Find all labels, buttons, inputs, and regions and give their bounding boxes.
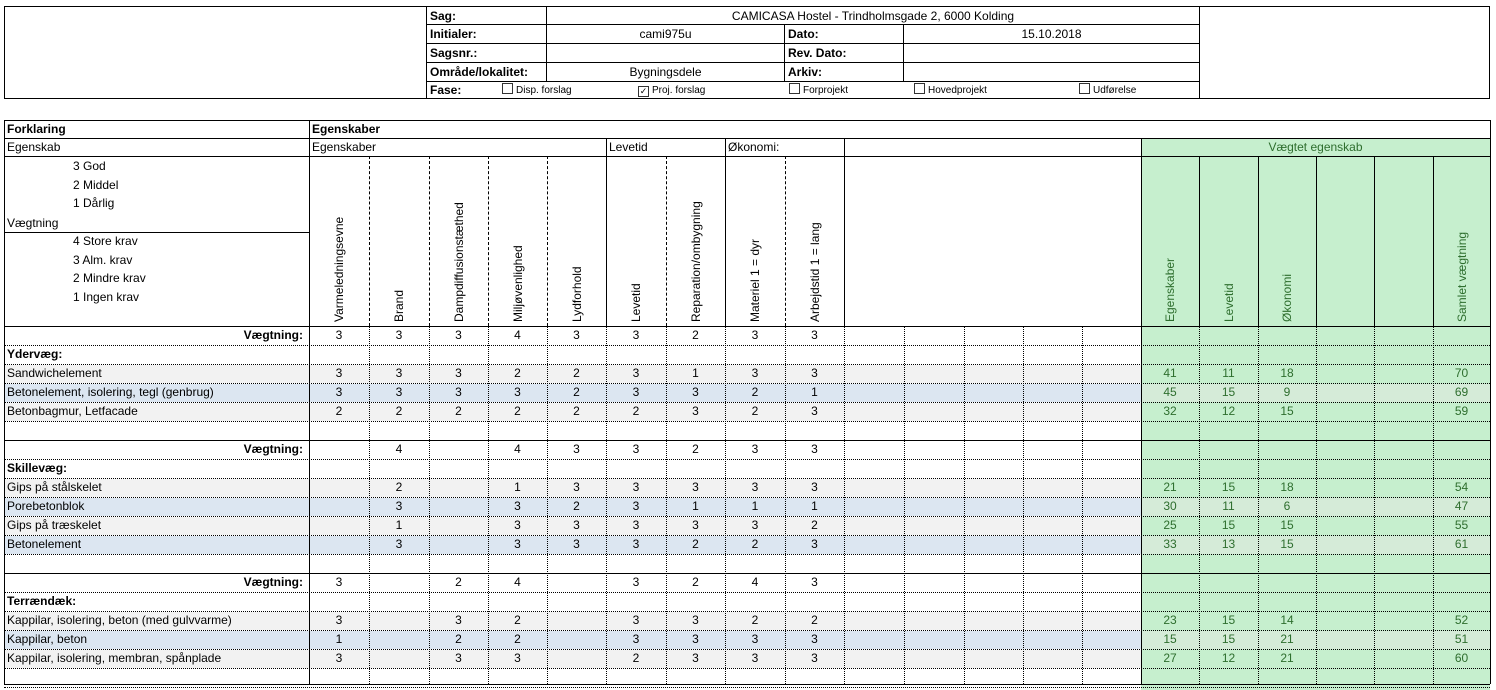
weighted-cell: 14 <box>1280 613 1294 627</box>
weight-value: 3 <box>573 328 580 342</box>
rating-cell[interactable]: 3 <box>514 518 521 532</box>
weighted-cell: 13 <box>1221 537 1236 551</box>
group-oekonomi: Økonomi: <box>728 140 780 154</box>
rating-cell[interactable]: 3 <box>811 537 818 551</box>
legend-scale-item: 3 God <box>73 159 106 173</box>
row-name[interactable]: Kappilar, isolering, membran, spånplade <box>7 651 222 665</box>
rating-cell[interactable]: 1 <box>751 499 759 513</box>
rating-cell[interactable]: 2 <box>455 632 462 646</box>
rating-cell[interactable]: 3 <box>632 480 640 494</box>
rating-cell[interactable]: 1 <box>811 385 818 399</box>
grid-line <box>606 138 607 326</box>
section-title: Ydervæg: <box>7 347 63 361</box>
weight-value: 3 <box>632 442 640 456</box>
rating-cell[interactable]: 2 <box>514 632 521 646</box>
rating-cell[interactable]: 3 <box>751 480 759 494</box>
rating-cell[interactable]: 3 <box>514 651 521 665</box>
weight-label: Vægtning: <box>243 442 303 456</box>
weighted-cell: 15 <box>1221 480 1236 494</box>
legend-weight-item: 4 Store krav <box>73 234 138 248</box>
row-bg <box>5 631 1141 649</box>
rating-cell[interactable]: 3 <box>692 651 699 665</box>
grid-line <box>4 687 1490 688</box>
rating-cell[interactable]: 3 <box>514 385 521 399</box>
weight-value: 3 <box>811 328 818 342</box>
legend-weight-item: 2 Mindre krav <box>73 271 146 285</box>
weight-value: 3 <box>455 328 462 342</box>
legend-weight-item: 1 Ingen krav <box>73 289 140 304</box>
column-header: Levetid <box>629 283 643 322</box>
header-value-sag[interactable]: CAMICASA Hostel - Trindholmsgade 2, 6000 Kolding <box>731 9 1015 23</box>
column-header: Arbejdstid 1 = lang <box>807 222 822 322</box>
rating-cell[interactable]: 2 <box>514 613 521 627</box>
section-title: Skillevæg: <box>7 461 68 475</box>
rating-cell[interactable]: 2 <box>811 613 818 627</box>
grid-line <box>4 232 309 233</box>
rating-cell[interactable]: 3 <box>751 632 759 646</box>
rating-cell[interactable]: 2 <box>811 518 818 532</box>
row-name[interactable]: Gips på træskelet <box>7 518 102 532</box>
grid-line <box>4 156 1490 157</box>
weighted-cell: 11 <box>1222 499 1235 513</box>
rating-cell[interactable]: 2 <box>632 404 640 418</box>
rating-cell[interactable]: 3 <box>455 613 462 627</box>
rating-cell[interactable]: 3 <box>751 651 759 665</box>
rating-cell[interactable]: 2 <box>751 404 759 418</box>
weight-value: 3 <box>811 442 818 456</box>
row-name[interactable]: Betonelement, isolering, tegl (genbrug) <box>7 385 214 399</box>
weighted-cell: 32 <box>1163 404 1177 418</box>
grid-line <box>4 592 1490 593</box>
weight-value: 4 <box>395 442 403 456</box>
rating-cell[interactable]: 3 <box>692 632 699 646</box>
group-levetid: Levetid <box>609 140 648 154</box>
rating-cell[interactable]: 3 <box>395 537 403 551</box>
weighted-cell: 15 <box>1221 518 1236 532</box>
rating-cell[interactable]: 3 <box>811 632 818 646</box>
rating-cell[interactable]: 2 <box>395 480 403 494</box>
grid-line <box>1316 326 1317 684</box>
weight-value: 3 <box>751 328 759 342</box>
row-name[interactable]: Sandwichelement <box>7 366 102 380</box>
grid-line <box>4 668 1490 669</box>
weighted-cell: 15 <box>1221 385 1236 399</box>
rating-cell[interactable]: 3 <box>632 632 640 646</box>
fase-option-label: Hovedprojekt <box>928 85 987 96</box>
weight-value: 3 <box>811 575 818 589</box>
group-egenskaber: Egenskaber <box>312 140 377 154</box>
header-label-initialer: Initialer: <box>430 27 477 41</box>
rating-cell[interactable]: 3 <box>335 613 343 627</box>
weight-value: 4 <box>751 575 759 589</box>
rating-cell[interactable]: 3 <box>514 537 521 551</box>
weight-value: 3 <box>632 575 640 589</box>
weighted-cell: 11 <box>1222 366 1235 380</box>
rating-cell[interactable]: 3 <box>632 613 640 627</box>
header-value-dato[interactable]: 15.10.2018 <box>1021 27 1082 41</box>
weight-value: 2 <box>692 328 699 342</box>
grid-line <box>4 345 1490 346</box>
column-header: Dampdiffusionstæthed <box>451 202 466 322</box>
weighted-cell: 45 <box>1163 385 1177 399</box>
rating-cell[interactable]: 3 <box>573 480 580 494</box>
checkbox-icon[interactable] <box>914 83 925 94</box>
weighted-cell: 52 <box>1454 613 1469 627</box>
row-name[interactable]: Betonelement <box>7 537 82 551</box>
rating-cell[interactable]: 3 <box>455 366 462 380</box>
weight-value: 2 <box>455 575 462 589</box>
weight-value: 3 <box>632 328 640 342</box>
rating-cell[interactable]: 3 <box>692 613 699 627</box>
rating-cell[interactable]: 1 <box>335 632 343 646</box>
weighted-cell: 15 <box>1280 518 1294 532</box>
rating-cell[interactable]: 3 <box>514 499 521 513</box>
weighted-cell: 59 <box>1454 404 1469 418</box>
grid-line <box>1258 156 1259 326</box>
rating-cell[interactable]: 2 <box>573 366 580 380</box>
rating-cell[interactable]: 2 <box>514 404 521 418</box>
fase-option[interactable] <box>789 83 848 99</box>
weighted-cell: 27 <box>1163 651 1177 665</box>
weighted-cell: 9 <box>1283 385 1291 399</box>
checkbox-icon[interactable] <box>502 83 513 94</box>
column-header: Reparation/ombygning <box>688 201 703 322</box>
weighted-cell: 69 <box>1454 385 1469 399</box>
rating-cell[interactable]: 3 <box>335 366 343 380</box>
rating-cell[interactable]: 1 <box>692 366 699 380</box>
weight-value: 2 <box>692 442 699 456</box>
weighted-column-header: Samlet vægtning <box>1454 231 1469 322</box>
grid-line <box>1199 156 1200 326</box>
grid-line <box>844 326 845 684</box>
rating-cell[interactable]: 2 <box>573 499 580 513</box>
fase-option[interactable] <box>1079 83 1136 99</box>
weighted-cell: 55 <box>1454 518 1469 532</box>
grid-line <box>1374 326 1375 684</box>
weighted-cell: 12 <box>1221 404 1236 418</box>
weight-label: Vægtning: <box>243 328 303 342</box>
rating-cell[interactable]: 3 <box>811 480 818 494</box>
rating-cell[interactable]: 2 <box>573 404 580 418</box>
rating-cell[interactable]: 3 <box>692 480 699 494</box>
rating-cell[interactable]: 3 <box>632 385 640 399</box>
rating-cell[interactable]: 3 <box>335 385 343 399</box>
weighted-cell: 15 <box>1280 537 1294 551</box>
weight-value: 4 <box>514 575 521 589</box>
grid-line <box>785 156 786 326</box>
grid-line <box>4 421 1490 422</box>
rating-cell[interactable]: 1 <box>692 499 699 513</box>
weighted-column-header: Levetid <box>1221 283 1236 322</box>
rating-cell[interactable]: 2 <box>335 404 343 418</box>
weight-value: 3 <box>751 442 759 456</box>
rating-cell[interactable]: 3 <box>395 366 403 380</box>
header-label-sagsnr: Sagsnr.: <box>430 46 478 60</box>
weighted-cell: 47 <box>1454 499 1469 513</box>
header-value-omraade[interactable]: Bygningsdele <box>629 65 702 79</box>
checkbox-icon[interactable] <box>789 83 800 94</box>
rating-cell[interactable]: 3 <box>692 404 699 418</box>
grid-line <box>4 684 1490 685</box>
weighted-cell: 41 <box>1163 366 1177 380</box>
row-name[interactable]: Kappilar, isolering, beton (med gulvvarme) <box>7 613 232 627</box>
legend-weight-item: 3 Alm. krav <box>73 252 133 267</box>
rating-cell[interactable]: 3 <box>632 366 640 380</box>
grid-line <box>1490 120 1491 684</box>
rating-cell[interactable]: 3 <box>335 651 343 665</box>
rating-cell[interactable]: 3 <box>811 651 818 665</box>
rating-cell[interactable]: 3 <box>632 518 640 532</box>
grid-line <box>4 120 1490 121</box>
weighted-cell: 21 <box>1280 632 1294 646</box>
rating-cell[interactable]: 2 <box>632 651 640 665</box>
rating-cell[interactable]: 2 <box>514 366 521 380</box>
rating-cell[interactable]: 3 <box>455 385 462 399</box>
group-egenskaber-top: Egenskaber <box>312 122 381 136</box>
rating-cell[interactable]: 3 <box>395 499 403 513</box>
rating-cell[interactable]: 3 <box>692 385 699 399</box>
header-label-sag: Sag: <box>430 9 457 23</box>
grid-line <box>1316 156 1317 326</box>
grid-line <box>964 326 965 684</box>
rating-cell[interactable]: 3 <box>692 518 699 532</box>
column-header: Materiel 1 = dyr <box>748 238 762 322</box>
fase-option[interactable] <box>638 83 705 99</box>
grid-line <box>547 156 548 326</box>
grid-line <box>844 138 845 326</box>
rating-cell[interactable]: 2 <box>692 537 699 551</box>
weighted-cell: 51 <box>1454 632 1469 646</box>
header-label-arkiv: Arkiv: <box>788 65 823 79</box>
grid-line <box>4 554 1490 555</box>
grid-line <box>666 156 667 326</box>
rating-cell[interactable]: 2 <box>455 404 462 418</box>
weighted-cell: 23 <box>1163 613 1177 627</box>
header-label-fase: Fase: <box>430 83 462 97</box>
grid-line <box>1433 156 1434 326</box>
rating-cell[interactable]: 3 <box>573 518 580 532</box>
header-label-dato: Dato: <box>788 27 819 41</box>
weighted-cell: 21 <box>1280 651 1294 665</box>
group-weighted: Vægtet egenskab <box>1268 140 1363 154</box>
weight-value: 3 <box>573 442 580 456</box>
weighted-cell: 61 <box>1454 537 1469 551</box>
rating-cell[interactable]: 3 <box>573 537 580 551</box>
weighted-cell: 18 <box>1280 480 1294 494</box>
rating-cell[interactable]: 1 <box>811 499 818 513</box>
row-name[interactable]: Porebetonblok <box>7 499 85 513</box>
checkbox-checked-icon[interactable]: ✓ <box>639 86 648 96</box>
header-label-omraade: Område/lokalitet: <box>430 65 529 79</box>
grid-line <box>429 156 430 326</box>
grid-line <box>4 459 1490 460</box>
rating-cell[interactable]: 3 <box>811 404 818 418</box>
legend-egenskab: Egenskab <box>7 140 61 154</box>
weight-value: 2 <box>692 575 699 589</box>
weighted-cell: 15 <box>1280 404 1294 418</box>
grid-line <box>488 156 489 326</box>
weighted-column-header: Egenskaber <box>1163 257 1177 322</box>
weight-value: 4 <box>514 442 521 456</box>
weighted-cell: 30 <box>1163 499 1177 513</box>
legend-title: Forklaring <box>7 122 66 136</box>
fase-option[interactable] <box>914 83 987 99</box>
row-name[interactable]: Gips på stålskelet <box>7 480 102 494</box>
column-header: Lydforhold <box>569 266 584 322</box>
weighted-cell: 21 <box>1163 480 1177 494</box>
weighted-cell: 54 <box>1454 480 1469 494</box>
weight-value: 4 <box>514 328 521 342</box>
grid-line <box>1023 326 1024 684</box>
header-label-rev-dato: Rev. Dato: <box>788 46 847 60</box>
weighted-cell: 12 <box>1221 651 1236 665</box>
column-header: Miljøvenlighed <box>510 245 525 322</box>
rating-cell[interactable]: 2 <box>573 385 580 399</box>
grid-line <box>904 326 905 684</box>
fase-option-label: Forprojekt <box>803 85 849 96</box>
rating-cell[interactable]: 1 <box>395 518 403 532</box>
legend-scale-item: 2 Middel <box>73 177 119 192</box>
weighted-cell: 60 <box>1454 651 1469 665</box>
column-header: Varmeledningsevne <box>332 216 346 322</box>
rating-cell[interactable]: 3 <box>632 537 640 551</box>
weight-label: Vægtning: <box>243 575 303 589</box>
rating-cell[interactable]: 3 <box>751 366 759 380</box>
checkbox-icon[interactable] <box>1079 83 1090 94</box>
weighted-cell: 15 <box>1163 632 1177 646</box>
legend-vaegtning: Vægtning <box>7 216 59 230</box>
fase-option[interactable] <box>502 83 572 99</box>
rating-cell[interactable]: 2 <box>751 385 759 399</box>
rating-cell[interactable]: 2 <box>751 613 759 627</box>
rating-cell[interactable]: 3 <box>632 499 640 513</box>
weighted-cell: 15 <box>1221 632 1236 646</box>
grid-line <box>1082 326 1083 684</box>
legend-scale-item: 1 Dårlig <box>73 196 115 210</box>
row-name[interactable]: Kappilar, beton <box>7 632 88 646</box>
weighted-cell: 6 <box>1283 499 1291 513</box>
weight-value: 3 <box>395 328 403 342</box>
weighted-column-header: Økonomi <box>1280 273 1294 322</box>
weight-value: 3 <box>335 575 343 589</box>
fase-option-label: Proj. forslag <box>652 85 706 96</box>
weighted-cell: 33 <box>1163 537 1177 551</box>
column-header: Brand <box>392 289 406 322</box>
fase-option-label: Udførelse <box>1093 85 1137 96</box>
rating-cell[interactable]: 3 <box>395 385 403 399</box>
rating-cell[interactable]: 3 <box>455 651 462 665</box>
row-name[interactable]: Betonbagmur, Letfacade <box>7 404 138 418</box>
rating-cell[interactable]: 1 <box>514 480 521 494</box>
rating-cell[interactable]: 2 <box>395 404 403 418</box>
section-title: Terrændæk: <box>7 594 77 608</box>
weighted-cell: 18 <box>1280 366 1294 380</box>
fase-option-label: Disp. forslag <box>516 85 572 96</box>
weighted-cell: 25 <box>1163 518 1177 532</box>
rating-cell[interactable]: 3 <box>751 518 759 532</box>
grid-line <box>725 138 726 326</box>
grid-line <box>1374 156 1375 326</box>
rating-cell[interactable]: 2 <box>751 537 759 551</box>
grid-line <box>369 156 370 326</box>
weighted-cell: 70 <box>1454 366 1469 380</box>
weight-value: 3 <box>335 328 343 342</box>
rating-cell[interactable]: 3 <box>811 366 818 380</box>
header-value-initialer[interactable]: cami975u <box>639 27 692 41</box>
weighted-cell: 15 <box>1221 613 1236 627</box>
